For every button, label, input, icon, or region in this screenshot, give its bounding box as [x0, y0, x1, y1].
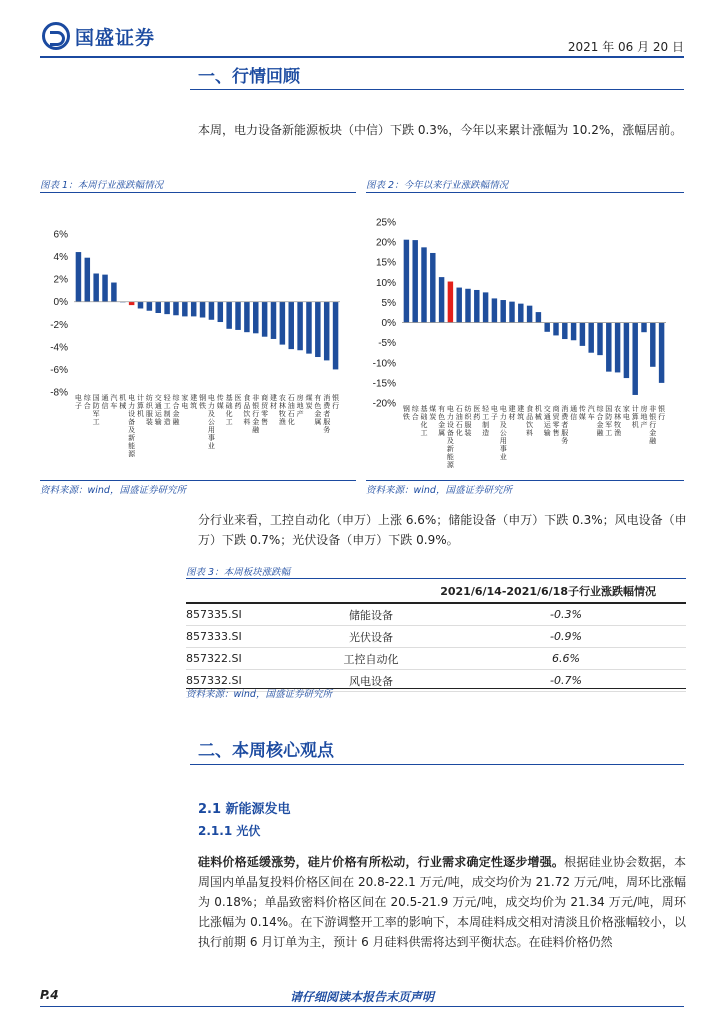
bar-消费者服务 — [562, 323, 567, 339]
figure2-source: 资料来源：wind，国盛证券研究所 — [366, 485, 512, 496]
row-code: 857332.SI — [186, 674, 242, 687]
x-tick-label: 房地产 — [296, 394, 304, 418]
x-tick-label: 计算机 — [631, 405, 639, 429]
y-tick-label: -5% — [378, 338, 396, 350]
x-tick-label: 银行 — [658, 405, 666, 421]
bar-汽车 — [111, 283, 116, 302]
y-tick-label: -6% — [50, 364, 68, 376]
bar-食品饮料 — [527, 306, 532, 323]
x-tick-label: 电力设备及新能源 — [128, 394, 136, 458]
bar-电子 — [492, 298, 497, 322]
y-tick-label: -4% — [50, 342, 68, 354]
bar-建筑 — [191, 302, 196, 317]
section1-title: 一、行情回顾 — [198, 67, 300, 87]
bar-综合金融 — [597, 323, 602, 356]
logo-icon — [42, 22, 70, 50]
x-tick-label: 农林牧渔 — [278, 394, 286, 426]
row-value: -0.3% — [550, 608, 582, 621]
x-tick-label: 轻工制造 — [482, 405, 490, 437]
x-tick-label: 电力及公用事业 — [207, 394, 215, 450]
x-tick-label: 通信 — [570, 405, 578, 421]
bar-综合 — [85, 258, 90, 302]
x-tick-label: 综合 — [411, 405, 419, 421]
x-tick-label: 基础化工 — [420, 405, 428, 437]
bar-有色金属 — [439, 277, 444, 322]
bar-农林牧渔 — [615, 323, 620, 373]
page-number: P.4 — [40, 988, 59, 1002]
paragraph-body1: 根据硅业协会数据，本周国内单晶复投料价格区间在 20.8-22.1 万元/吨，成交均价为 21.72 万元/吨，周环比涨幅为 0.18%；单晶致密料价格区间在 20.5-21.9 万元/吨，成交均价为 21.34 万元/吨，周环比涨幅为 0.14%。 — [198, 855, 686, 929]
x-tick-label: 电子 — [74, 394, 82, 410]
x-tick-label: 国防军工 — [605, 405, 613, 437]
figure3-source: 资料来源：wind，国盛证券研究所 — [186, 689, 332, 700]
bar-交通运输 — [155, 302, 160, 313]
x-tick-label: 农林牧渔 — [614, 405, 622, 437]
y-tick-label: 20% — [375, 237, 396, 249]
x-tick-label: 建材 — [270, 394, 277, 410]
bar-国防军工 — [606, 323, 611, 372]
logo — [42, 22, 155, 50]
x-tick-label: 汽车 — [587, 405, 595, 421]
row-code: 857322.SI — [186, 652, 242, 665]
bar-机械 — [536, 312, 541, 322]
x-tick-label: 有色金属 — [438, 405, 446, 437]
figure1-caption: 图表 1：本周行业涨跌幅情况 — [40, 180, 164, 191]
figure3-caption-line — [186, 578, 686, 579]
x-tick-label: 家电 — [181, 394, 189, 410]
row-name: 储能设备 — [349, 608, 393, 622]
bar-基础化工 — [226, 302, 231, 329]
bar-传媒 — [218, 302, 223, 322]
y-tick-label: 15% — [375, 257, 396, 269]
row-value: -0.9% — [550, 630, 582, 643]
bar-国防军工 — [93, 274, 98, 302]
subsection-title: 2.1 新能源发电 — [198, 802, 291, 817]
y-tick-label: -10% — [372, 358, 396, 370]
table-row — [186, 604, 686, 626]
bar-电力设备及新能源 — [129, 302, 134, 305]
bar-通信 — [102, 275, 107, 302]
bar-商贸零售 — [262, 302, 267, 337]
figure2-caption: 图表 2：今年以来行业涨跌幅情况 — [366, 180, 509, 191]
bar-基础化工 — [421, 247, 426, 322]
bar-农林牧渔 — [280, 302, 285, 345]
y-tick-label: -8% — [50, 387, 68, 399]
bar-商贸零售 — [553, 323, 558, 336]
x-tick-label: 传媒 — [216, 394, 224, 410]
header-divider — [40, 56, 684, 58]
bar-煤炭 — [430, 253, 435, 323]
x-tick-label: 银行 — [332, 394, 340, 410]
section2-title: 二、本周核心观点 — [198, 741, 334, 761]
x-tick-label: 家电 — [622, 405, 630, 421]
x-tick-label: 轻工制造 — [163, 394, 171, 426]
chart-ytd-industry-change — [366, 196, 684, 480]
x-tick-label: 综合 — [83, 394, 91, 410]
x-tick-label: 综合金融 — [172, 394, 180, 426]
x-tick-label: 通信 — [101, 394, 109, 410]
bar-传媒 — [580, 323, 585, 346]
x-tick-label: 食品饮料 — [243, 394, 251, 426]
bar-电力及公用事业 — [209, 302, 214, 320]
row-value: -0.7% — [550, 674, 582, 687]
section1-paragraph: 本周，电力设备新能源板块（中信）下跌 0.3%，今年以来累计涨幅为 10.2%，涨幅居前。 — [198, 123, 683, 137]
x-tick-label: 建筑 — [190, 394, 198, 410]
x-tick-label: 食品饮料 — [526, 405, 534, 437]
x-tick-label: 纺织服装 — [464, 405, 472, 437]
subsubsection-title: 2.1.1 光伏 — [198, 824, 261, 838]
row-value: 6.6% — [552, 652, 580, 665]
bar-石油石化 — [456, 288, 461, 323]
x-tick-label: 消费者服务 — [323, 394, 331, 434]
y-tick-label: 2% — [53, 274, 68, 286]
section2-underline — [190, 764, 684, 765]
x-tick-label: 商贸零售 — [261, 394, 269, 426]
logo-text: 国盛证券 — [75, 26, 156, 49]
subindustry-table — [186, 604, 686, 692]
bar-计算机 — [138, 302, 143, 309]
bar-综合 — [412, 240, 417, 322]
x-tick-label: 建材 — [508, 405, 516, 421]
bar-食品饮料 — [244, 302, 249, 332]
x-tick-label: 有色金属 — [314, 394, 322, 426]
bar-银行 — [659, 323, 664, 383]
x-tick-label: 消费者服务 — [561, 405, 569, 445]
x-tick-label: 汽车 — [110, 394, 118, 410]
row-name: 风电设备 — [349, 674, 393, 688]
row-code: 857333.SI — [186, 630, 242, 643]
chart-weekly-industry-change — [40, 196, 356, 480]
x-tick-label: 传媒 — [578, 405, 586, 421]
y-tick-label: -15% — [372, 378, 396, 390]
x-tick-label: 医药 — [234, 394, 242, 410]
x-tick-label: 基础化工 — [225, 394, 233, 426]
figure3-caption: 图表 3：本周板块涨跌幅 — [186, 567, 291, 578]
y-tick-label: 4% — [53, 252, 68, 264]
x-tick-label: 商贸零售 — [552, 405, 560, 437]
bar-家电 — [624, 323, 629, 379]
x-tick-label: 石油石化 — [455, 405, 463, 437]
x-tick-label: 电力及公用事业 — [499, 405, 507, 461]
row-name: 工控自动化 — [343, 652, 399, 666]
bar-轻工制造 — [483, 292, 488, 322]
bar-银行 — [333, 302, 338, 370]
x-tick-label: 国防军工 — [92, 394, 100, 426]
report-date: 2021 年 06 月 20 日 — [567, 40, 684, 54]
bar-综合金融 — [173, 302, 178, 316]
x-tick-label: 钢铁 — [199, 394, 207, 410]
x-tick-label: 煤炭 — [429, 405, 437, 421]
x-tick-label: 交通运输 — [154, 394, 162, 426]
y-tick-label: 0% — [381, 318, 396, 330]
x-tick-label: 电子 — [490, 405, 498, 421]
bar-非银行金融 — [253, 302, 258, 334]
section1-underline — [190, 89, 684, 90]
figure1-source: 资料来源：wind，国盛证券研究所 — [40, 485, 186, 496]
figure1-bottom-line — [40, 480, 356, 481]
bar-房地产 — [641, 323, 646, 333]
table-row — [186, 648, 686, 670]
bar-医药 — [235, 302, 240, 330]
bar-有色金属 — [315, 302, 320, 357]
bar-计算机 — [632, 323, 637, 395]
bar-建材 — [509, 302, 514, 323]
x-tick-label: 非银行金融 — [649, 405, 657, 445]
bar-非银行金融 — [650, 323, 655, 367]
bar-建筑 — [518, 304, 523, 323]
subindustry-paragraph: 分行业来看，工控自动化（申万）上涨 6.6%；储能设备（申万）下跌 0.3%；风电设备（申万）下跌 0.7%；光伏设备（申万）下跌 0.9%。 — [198, 513, 687, 547]
x-tick-label: 交通运输 — [543, 405, 551, 437]
bar-纺织服装 — [465, 289, 470, 323]
x-tick-label: 综合金融 — [596, 405, 604, 437]
bar-纺织服装 — [147, 302, 152, 311]
x-tick-label: 煤炭 — [305, 394, 313, 410]
bar-医药 — [474, 290, 479, 323]
bar-通信 — [571, 323, 576, 341]
x-tick-label: 非银行金融 — [252, 394, 260, 434]
figure2-bottom-line — [366, 480, 684, 481]
y-tick-label: 5% — [381, 297, 396, 309]
bar-建材 — [271, 302, 276, 339]
y-tick-label: 25% — [375, 217, 396, 229]
x-tick-label: 医药 — [473, 405, 481, 421]
footer-divider — [40, 1006, 684, 1007]
bar-电子 — [76, 252, 81, 302]
y-tick-label: -2% — [50, 319, 68, 331]
y-tick-label: 6% — [53, 229, 68, 241]
paragraph-body2: 在下游调整开工率的影响下，本周硅料成交相对清淡且价格涨幅较小，以执行前期 6 月订单为主，预计 6 月硅料供需将达到平衡状态。在硅料价格仍然 — [198, 915, 687, 949]
bar-家电 — [182, 302, 187, 317]
table-row — [186, 626, 686, 648]
paragraph-bold-lead: 硅料价格延缓涨势，硅片价格有所松动，行业需求确定性逐步增强。 — [198, 855, 565, 869]
row-name: 光伏设备 — [349, 630, 393, 644]
x-tick-label: 钢铁 — [402, 405, 410, 421]
bar-煤炭 — [306, 302, 311, 354]
x-tick-label: 机械 — [534, 405, 542, 421]
bar-钢铁 — [404, 240, 409, 323]
row-code: 857335.SI — [186, 608, 242, 621]
x-tick-label: 电力设备及新能源 — [446, 405, 454, 469]
bar-钢铁 — [200, 302, 205, 318]
x-tick-label: 房地产 — [640, 405, 648, 429]
bar-房地产 — [297, 302, 302, 351]
bar-汽车 — [588, 323, 593, 353]
x-tick-label: 计算机 — [137, 394, 144, 418]
bar-消费者服务 — [324, 302, 329, 361]
x-tick-label: 石油石化 — [287, 394, 295, 426]
y-tick-label: 10% — [375, 277, 396, 289]
table-header: 2021/6/14-2021/6/18子行业涨跌幅情况 — [440, 585, 656, 598]
bar-石油石化 — [288, 302, 293, 349]
bar-轻工制造 — [164, 302, 169, 314]
figure2-caption-line — [366, 192, 684, 193]
bar-电力及公用事业 — [500, 300, 505, 323]
figure1-caption-line — [40, 192, 356, 193]
x-tick-label: 机械 — [119, 394, 127, 410]
y-tick-label: -20% — [372, 398, 396, 410]
x-tick-label: 建筑 — [517, 405, 525, 421]
bar-电力设备及新能源 — [448, 282, 453, 323]
bar-交通运输 — [544, 323, 549, 332]
footer-disclaimer: 请仔细阅读本报告末页声明 — [289, 990, 434, 1004]
section2-paragraph — [198, 852, 686, 952]
x-tick-label: 纺织服装 — [145, 394, 153, 426]
y-tick-label: 0% — [53, 297, 68, 309]
